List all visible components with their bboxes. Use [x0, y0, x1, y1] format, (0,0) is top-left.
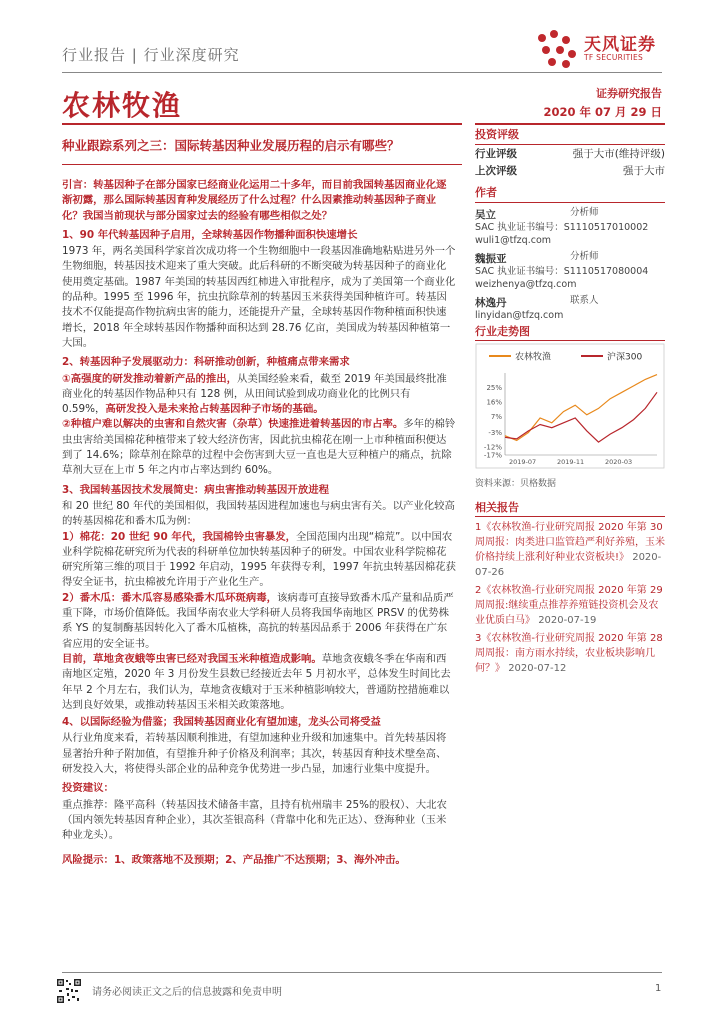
section-3-text: 和 20 世纪 80 年代的美国相似，我国转基因进程加速也与病虫害有关。以产业化较高的转基因棉花和番木瓜为例： [62, 499, 455, 528]
rating-title: 投资评级 [475, 128, 519, 141]
rating-row-previous [475, 163, 665, 180]
author-cert: SAC 执业证书编号：S1110517010002 [475, 222, 649, 233]
author-entry [475, 251, 665, 291]
section-2-title: 2、转基因种子发展驱动力：科研推动创新，种植痛点带来需求 [62, 356, 350, 369]
related-item-date: 2020-07-12 [508, 663, 567, 674]
author-email[interactable]: weizhenya@tfzq.com [475, 278, 577, 290]
cotton-bold: 20 世纪 90 年代，我国棉铃虫害暴发， [110, 530, 297, 543]
section-2-para-2 [62, 417, 456, 478]
intro: 引言：转基因种子在部分国家已经商业化运用二十多年，而目前我国转基因商业化逐渐初露，那么国际转基因育种发展经历了什么过程？什么因素推动转基因种子商业化？我国当前现状与部分国家过去的经验有哪些相似之处？ [62, 179, 447, 222]
rating-value: 强于大市 [623, 165, 665, 177]
page-number: 1 [655, 983, 662, 994]
authors-block [475, 184, 665, 323]
logo-name-en: TF SECURITIES [584, 53, 644, 62]
advice-title: 投资建议： [62, 782, 114, 795]
advice-text: 重点推荐：隆平高科（转基因技术储备丰富，且持有杭州瑞丰 25%的股权）、大北农（国内领先转基因育种企业），其次荃银高科（背靠中化和先正达）、登海种业（玉米种业龙头）。 [62, 798, 447, 842]
rating-block [475, 126, 665, 180]
author-email[interactable]: wuli1@tfzq.com [475, 234, 552, 246]
related-item-date: 2020-07-19 [538, 615, 597, 626]
series-line [505, 392, 657, 442]
rating-rule [475, 144, 665, 145]
related-item-text[interactable]: 3《农林牧渔-行业研究周报 2020 年第 28 周周报：南方雨水持续，农业板块影响几何？》 [475, 633, 663, 674]
x-tick-label: 2019-07 [509, 458, 537, 466]
author-head [475, 295, 665, 310]
related-item[interactable] [475, 583, 665, 628]
y-tick-label: 16% [486, 398, 502, 407]
related-item[interactable] [475, 631, 665, 676]
author-name: 林逸丹 [475, 297, 507, 309]
s2-p1-lead: ①高强度的研发推动着新产品的推出， [62, 372, 238, 385]
title-underline [62, 164, 462, 165]
author-role: 分析师 [570, 207, 599, 218]
authors-title: 作者 [475, 186, 497, 199]
cotton-para [62, 530, 456, 591]
title-rule-left [62, 123, 462, 125]
s2-p1-bold: 高研发投入是未来抢占转基因种子市场的基础。 [105, 403, 324, 416]
trend-rule [475, 340, 665, 341]
corn-bold: 目前，草地贪夜蛾等虫害已经对我国玉米种植造成影响。 [62, 652, 322, 665]
main-body [62, 178, 456, 869]
papaya-lead: 2）番木瓜： [62, 591, 122, 604]
related-block [475, 500, 665, 676]
legend-label: 沪深300 [607, 352, 643, 363]
trend-chart [475, 343, 665, 469]
y-tick-label: 7% [490, 412, 502, 421]
related-rule [475, 516, 665, 517]
trend-block [475, 324, 665, 341]
author-name: 魏振亚 [475, 253, 507, 265]
related-item-text[interactable]: 1《农林牧渔-行业研究周报 2020 年第 30 周周报：肉类进口监管趋严利好养殖，玉米价格持续上涨利好种业农资板块!》 [475, 522, 665, 563]
corn-text: 草地贪夜蛾冬季在华南和西南地区定殖，2020 年 3 月份发生县数已经接近去年 5 月初水平，总体发生时间比去年早 2 个月左右，我们认为，草地贪夜蛾对于玉米种植影响较大，普通防控措施难以达到良好效果，或推动转基因玉米相关政策落地。 [62, 652, 451, 711]
author-email[interactable]: linyidan@tfzq.com [475, 310, 564, 321]
footer-divider [62, 972, 662, 973]
related-item-text[interactable]: 2《农林牧渔-行业研究周报 2020 年第 29 周周报:继续重点推荐养殖链投资机会及农业优质白马》 [475, 585, 663, 626]
s2-p1-text: 从美国经验来看，截至 2019 年美国最终批准商业化的转基因作物品种只有 128 例，从田间试验到成功商业化的比例只有 0.59%， [62, 372, 447, 416]
cotton-lead: 1）棉花： [62, 530, 111, 543]
section-3-title: 3、我国转基因技术发展简史：病虫害推动转基因开放进程 [62, 483, 329, 496]
report-type: 行业报告 | 行业深度研究 [62, 46, 240, 64]
s2-p2-text: 多年的棉铃虫虫害给美国棉花种植带来了较大经济伤害，因此抗虫棉花在刚一上市种植面积便达到了 14.6%；除草剂在除草的过程中会伤害到大豆一直也是大豆种植户的痛点，抗除草剂大豆在上市 5 年之内市占率达到约 60%。 [62, 418, 456, 477]
x-tick-label: 2020-03 [605, 458, 633, 466]
section-4-text: 从行业角度来看，若转基因顺利推进，有望加速种业升级和加速集中。首先转基因将显著抬升种子附加值，有望推升种子价格及利润率；其次，转基因育种技术壁垒高、研发投入大，将使得头部企业的品种竞争优势进一步凸显，加速行业集中度提升。 [62, 732, 447, 775]
section-1-text: 1973 年，两名美国科学家首次成功将一个生物细胞中一段基因准确地粘贴进另外一个生物细胞，转基因技术迎来了重大突破。此后科研的不断突破为转基因种子的商业化使用奠定基础。1987 年美国的转基因西红柿进入审批程序，成为了美国第一个商业化的品种。1995 至 1996 年，抗虫抗除草剂的转基因玉米获得美国种植许可。转基因技术不仅能提高作物抗病虫害的能力，还能提升产量，全球转基因作物种植面积快速增长，2018 年全球转基因作物播种面积达到 28.76 亿亩，美国成为转基因种植第一大国。 [62, 245, 456, 349]
author-head [475, 207, 665, 222]
cotton-text: 全国范围内出现“棉荒”。以中国农业科学院棉花研究所为代表的科研单位加快转基因种子的研发。中国农业科学院棉花研究所第三维的项目于 1992 年启动，1995 年获得专利，1997 年抗虫转基因棉花获得安全证书，抗虫棉被允许用于产业化生产。 [62, 530, 456, 589]
papaya-text: 该病毒可直接导致番木瓜产量和品质严重下降，市场价值降低。我国华南农业大学科研人员将我国华南地区 PRSV 的优势株系 YS 的复制酶基因转化入了番木瓜植株，高抗的转基因品系于 2006 年获得在广东省应用的安全证书。 [62, 591, 454, 650]
papaya-bold: 番木瓜容易感染番木瓜环斑病毒， [121, 591, 278, 604]
section-2-para-1 [62, 372, 456, 418]
y-tick-label: -17% [483, 451, 502, 460]
header-divider [62, 72, 662, 73]
legend-label: 农林牧渔 [515, 352, 552, 363]
author-cert: SAC 执业证书编号：S1110517080004 [475, 266, 649, 277]
title-rule-right [475, 123, 665, 125]
industry-title: 农林牧渔 [62, 89, 183, 122]
author-entry [475, 295, 665, 323]
author-head [475, 251, 665, 266]
logo-name: 天风证券 [584, 35, 656, 55]
section-1-title: 1、90 年代转基因种子启用，全球转基因作物播种面积快速增长 [62, 228, 358, 241]
rating-row-current [475, 146, 665, 163]
report-label: 证券研究报告 [596, 87, 662, 100]
trend-title: 行业走势图 [475, 325, 530, 338]
y-tick-label: -12% [483, 443, 502, 452]
report-title: 种业跟踪系列之三：国际转基因种业发展历程的启示有哪些？ [62, 138, 400, 153]
author-role: 联系人 [570, 295, 599, 306]
qr-code-icon [56, 978, 82, 1004]
related-item[interactable] [475, 520, 665, 580]
papaya-para [62, 591, 456, 652]
related-title: 相关报告 [475, 501, 519, 514]
risk-text: 风险提示：1、政策落地不及预期；2、产品推广不达预期；3、海外冲击。 [62, 854, 406, 867]
s2-p2-lead: ②种植户难以解决的虫害和自然灾害（杂草）快速推进着转基因的市占率。 [62, 418, 404, 431]
corn-para [62, 652, 456, 713]
report-date: 2020 年 07 月 29 日 [543, 105, 662, 119]
author-entry [475, 207, 665, 247]
chart-frame [476, 344, 664, 468]
related-item-date: 2020-07-26 [475, 552, 662, 578]
author-name: 吴立 [475, 209, 496, 221]
y-tick-label: 25% [486, 383, 502, 392]
y-tick-label: -3% [488, 428, 502, 437]
chart-source: 资料来源：贝格数据 [475, 479, 557, 489]
rating-key: 上次评级 [475, 165, 517, 177]
footer-disclaimer: 请务必阅读正文之后的信息披露和免责申明 [92, 987, 282, 998]
author-role: 分析师 [570, 251, 599, 262]
x-tick-label: 2019-11 [557, 458, 585, 466]
rating-value: 强于大市(维持评级) [572, 148, 665, 160]
rating-key: 行业评级 [475, 148, 517, 160]
authors-rule [475, 202, 665, 203]
section-4-title: 4、以国际经验为借鉴；我国转基因商业化有望加速，龙头公司将受益 [62, 716, 381, 729]
